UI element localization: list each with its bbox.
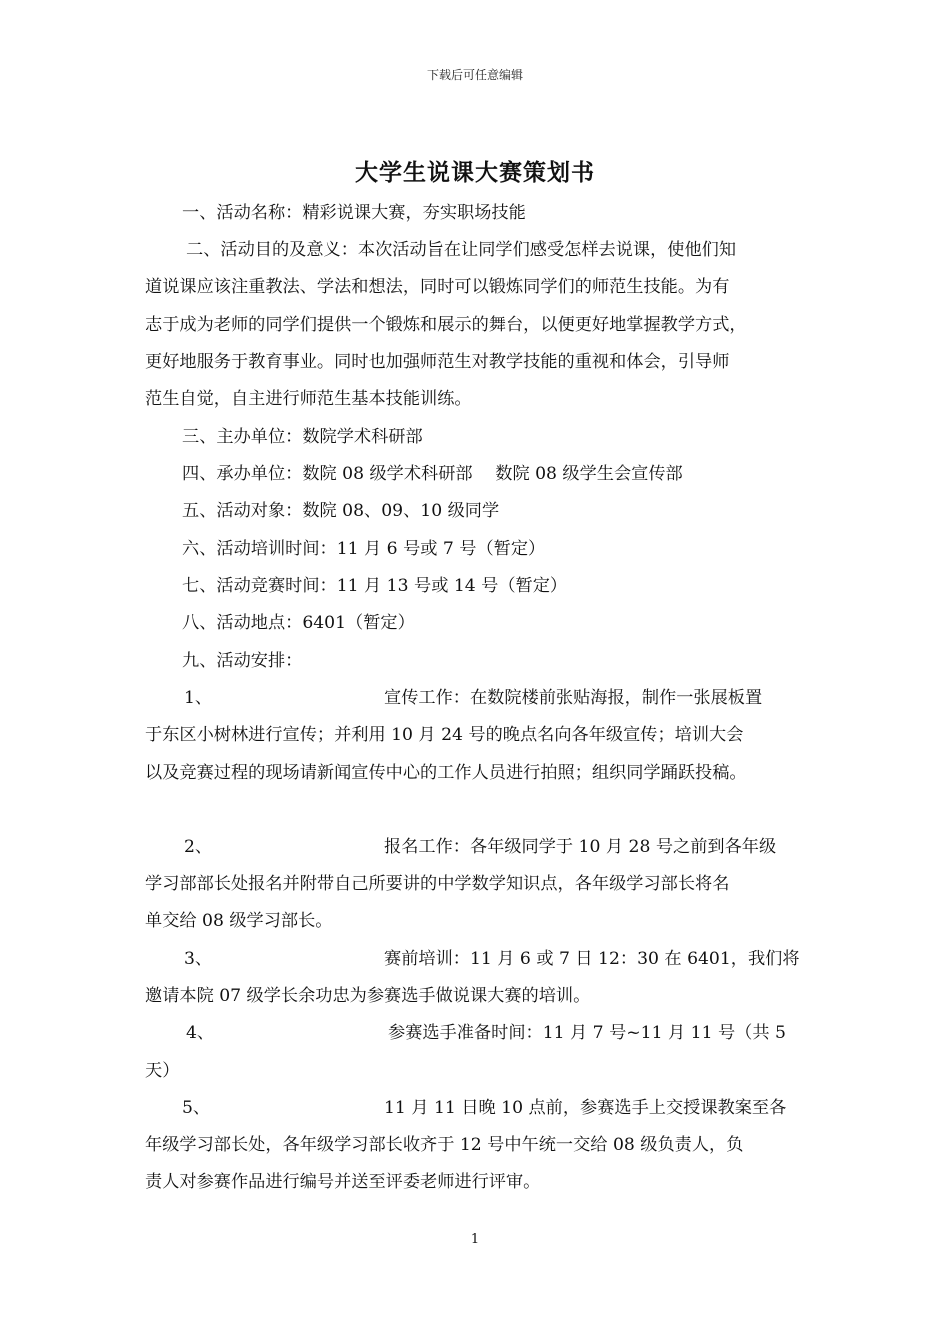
item-training-time: 六、活动培训时间：11 月 6 号或 7 号（暂定） bbox=[182, 539, 546, 559]
arrangement-line: 天） bbox=[145, 1061, 180, 1081]
purpose-line: 范生自觉，自主进行师范生基本技能训练。 bbox=[145, 389, 472, 409]
arrangement-line: 11 月 11 日晚 10 点前，参赛选手上交授课教案至各 bbox=[384, 1098, 787, 1118]
arrangement-line: 赛前培训：11 月 6 或 7 日 12：30 在 6401，我们将 bbox=[384, 949, 800, 969]
arrangement-line: 单交给 08 级学习部长。 bbox=[145, 911, 333, 931]
arrangement-line: 参赛选手准备时间：11 月 7 号~11 月 11 号（共 5 bbox=[388, 1023, 786, 1043]
arrangement-number: 3、 bbox=[184, 949, 213, 969]
arrangement-line: 邀请本院 07 级学长余功忠为参赛选手做说课大赛的培训。 bbox=[145, 986, 591, 1006]
arrangement-number: 4、 bbox=[186, 1023, 215, 1043]
item-arrangement: 九、活动安排： bbox=[182, 651, 303, 671]
arrangement-line: 学习部部长处报名并附带自己所要讲的中学数学知识点，各年级学习部长将名 bbox=[145, 874, 730, 894]
purpose-line: 道说课应该注重教法、学法和想法，同时可以锻炼同学们的师范生技能。为有 bbox=[145, 277, 730, 297]
arrangement-line: 报名工作：各年级同学于 10 月 28 号之前到各年级 bbox=[384, 837, 777, 857]
item-name: 一、活动名称：精彩说课大赛，夯实职场技能 bbox=[182, 203, 526, 223]
arrangement-number: 5、 bbox=[182, 1098, 211, 1118]
arrangement-number: 1、 bbox=[184, 688, 213, 708]
item-host: 三、主办单位：数院学术科研部 bbox=[182, 427, 423, 447]
item-location: 八、活动地点：6401（暂定） bbox=[182, 613, 415, 633]
header-note: 下载后可任意编辑 bbox=[426, 68, 523, 82]
arrangement-line: 责人对参赛作品进行编号并送至评委老师进行评审。 bbox=[145, 1172, 541, 1192]
arrangement-line: 年级学习部长处，各年级学习部长收齐于 12 号中午统一交给 08 级负责人，负 bbox=[145, 1135, 744, 1155]
purpose-line: 二、活动目的及意义：本次活动旨在让同学们感受怎样去说课，使他们知 bbox=[186, 240, 737, 260]
item-organizer: 四、承办单位：数院 08 级学术科研部 数院 08 级学生会宣传部 bbox=[182, 464, 683, 484]
item-contest-time: 七、活动竞赛时间：11 月 13 号或 14 号（暂定） bbox=[182, 576, 568, 596]
page-title: 大学生说课大赛策划书 bbox=[355, 159, 595, 186]
arrangement-line: 于东区小树林进行宣传；并利用 10 月 24 号的晚点名向各年级宣传；培训大会 bbox=[145, 725, 744, 745]
arrangement-line: 宣传工作：在数院楼前张贴海报，制作一张展板置 bbox=[384, 688, 763, 708]
purpose-line: 志于成为老师的同学们提供一个锻炼和展示的舞台，以便更好地掌握教学方式， bbox=[145, 315, 747, 335]
arrangement-number: 2、 bbox=[184, 837, 213, 857]
item-target: 五、活动对象：数院 08、09、10 级同学 bbox=[182, 501, 500, 521]
arrangement-line: 以及竞赛过程的现场请新闻宣传中心的工作人员进行拍照；组织同学踊跃投稿。 bbox=[145, 763, 747, 783]
page-number: 1 bbox=[470, 1232, 480, 1247]
purpose-line: 更好地服务于教育事业。同时也加强师范生对教学技能的重视和体会，引导师 bbox=[145, 352, 730, 372]
